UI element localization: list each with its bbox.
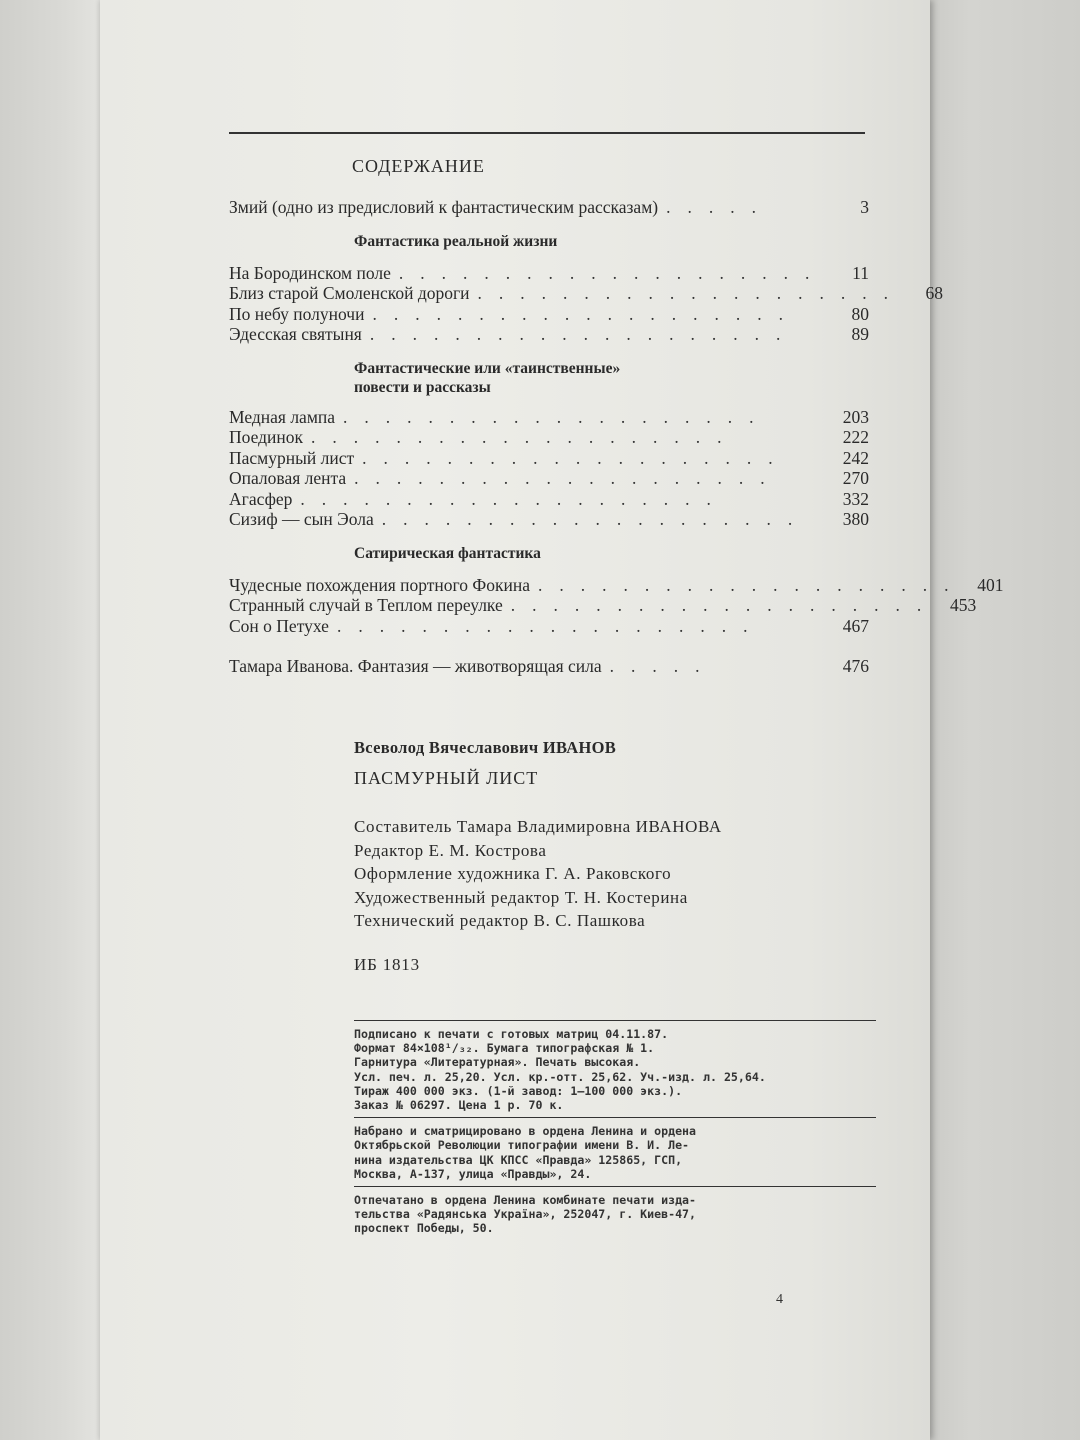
credit-line-design: Оформление художника Г. А. Раковского xyxy=(354,864,672,883)
imprint xyxy=(354,1020,876,1236)
toc-entry-page: 80 xyxy=(851,303,869,324)
credit-line-tech-editor: Технический редактор В. С. Пашкова xyxy=(354,911,646,930)
imprint-line: Отпечатано в ордена Ленина комбинате печати изда- xyxy=(354,1193,697,1208)
leader-dots: .................... xyxy=(510,595,939,615)
toc-entry-page: 203 xyxy=(842,406,869,427)
toc-entry-title: На Бородинском поле xyxy=(229,262,391,283)
toc-entry xyxy=(229,324,869,345)
toc-entry-title: Опаловая лента xyxy=(229,468,347,488)
leader-dots: .................... xyxy=(372,303,800,324)
leader-dots: .................... xyxy=(354,468,782,488)
toc-entry-preface xyxy=(229,197,869,218)
toc-entry-page: 222 xyxy=(842,427,869,447)
toc-entry-title: Близ старой Смоленской дороги xyxy=(229,283,470,303)
section-title-line-1: Фантастические или «таинственные» xyxy=(354,359,621,377)
imprint-line: нина издательства ЦК КПСС «Правда» 125865, ГСП, xyxy=(354,1152,683,1167)
toc-entry xyxy=(229,574,1004,596)
toc-section xyxy=(229,232,869,251)
toc-entry-page: 380 xyxy=(842,509,869,529)
book-credits xyxy=(354,738,874,975)
toc-entry-list xyxy=(229,262,944,345)
section-title-line-2: повести и рассказы xyxy=(354,378,491,396)
leader-dots: .................... xyxy=(538,574,966,595)
credit-line-art-editor: Художественный редактор Т. Н. Костерина xyxy=(354,887,688,907)
toc-entry xyxy=(229,263,869,284)
toc-entry xyxy=(229,407,869,428)
imprint-line: Тираж 400 000 экз. (1-й завод: 1—100 000 экз.). xyxy=(354,1083,683,1098)
toc-entry-page: 68 xyxy=(925,283,944,303)
toc-entry-title: Поединок xyxy=(229,427,304,447)
imprint-line: тельства «Радянська Україна», 252047, г. Киев-47, xyxy=(354,1207,697,1222)
toc-section xyxy=(229,359,869,397)
credit-line-editor: Редактор Е. М. Кострова xyxy=(354,840,547,860)
imprint-line: Москва, А-137, улица «Правды», 24. xyxy=(354,1166,592,1181)
imprint-line: проспект Победы, 50. xyxy=(354,1221,494,1236)
leader-dots: .................... xyxy=(381,509,810,529)
leader-dots: .................... xyxy=(300,488,728,509)
toc-entry-page: 242 xyxy=(842,447,869,468)
imprint-line: Заказ № 06297. Цена 1 р. 70 к. xyxy=(354,1098,564,1113)
toc-entry-list xyxy=(229,574,1004,637)
toc-entry-page: 89 xyxy=(851,324,869,344)
credit-line-compiler: Составитель Тамара Владимировна ИВАНОВА xyxy=(354,817,722,836)
toc-entry xyxy=(229,595,977,616)
credits-list xyxy=(354,815,874,933)
toc-entry-title: Сон о Петухе xyxy=(229,615,329,636)
section-title: Сатирическая фантастика xyxy=(354,544,541,562)
imprint-line: Октябрьской Революции типографии имени В. И. Ле- xyxy=(354,1138,690,1153)
toc-entry-page: 476 xyxy=(842,656,869,676)
toc-section xyxy=(229,544,869,563)
toc-entry-list xyxy=(229,407,869,530)
toc-entry-title: Тамара Иванова. Фантазия — животворящая сила xyxy=(229,656,602,676)
toc-top-rule xyxy=(229,132,865,134)
toc-entry-page: 3 xyxy=(860,197,869,217)
facing-page xyxy=(910,0,1080,1440)
leader-dots: ..... xyxy=(609,656,717,676)
toc-entry-afterword xyxy=(229,656,869,677)
toc-entry xyxy=(229,468,869,489)
leader-dots: ..... xyxy=(666,197,773,217)
toc-entry-title: Эдесская святыня xyxy=(229,324,362,344)
toc-entry-page: 11 xyxy=(852,262,869,283)
section-title: Фантастика реальной жизни xyxy=(354,232,558,250)
imprint-line: Подписано к печати с готовых матриц 04.11.87. xyxy=(354,1027,669,1041)
leader-dots: .................... xyxy=(477,283,906,303)
toc-entry-title: Змий (одно из предисловий к фантастическим рассказам) xyxy=(229,197,659,217)
leader-dots: .................... xyxy=(311,427,739,447)
imprint-block-printing xyxy=(354,1020,876,1112)
toc-entry-title: Сизиф — сын Эола xyxy=(229,509,374,529)
toc-entry-title: Странный случай в Теплом переулке xyxy=(229,595,503,615)
imprint-line: Набрано и сматрицировано в ордена Ленина и ордена xyxy=(354,1124,697,1139)
toc-entry xyxy=(229,427,869,448)
leader-dots: .................... xyxy=(362,447,790,468)
imprint-block-typesetting xyxy=(354,1117,876,1181)
toc-entry-title: Чудесные похождения портного Фокина xyxy=(229,574,530,595)
toc-entry-title: Медная лампа xyxy=(229,406,336,427)
leader-dots: .................... xyxy=(336,615,765,636)
toc-entry xyxy=(229,283,944,304)
leader-dots: .................... xyxy=(369,324,798,344)
toc-entry xyxy=(229,448,869,469)
ib-number: ИБ 1813 xyxy=(354,954,420,974)
imprint-line: Формат 84×108¹/₃₂. Бумага типографская № 1. xyxy=(354,1041,655,1056)
toc-entry-page: 401 xyxy=(977,574,1004,595)
toc-entry-page: 467 xyxy=(842,615,869,636)
leader-dots: .................... xyxy=(343,406,771,427)
toc-entry xyxy=(229,509,869,530)
toc-entry-page: 332 xyxy=(842,488,869,509)
leader-dots: .................... xyxy=(398,262,827,283)
author-name: Всеволод Вячеславович ИВАНОВ xyxy=(354,738,617,757)
book-title: ПАСМУРНЫЙ ЛИСТ xyxy=(354,768,539,788)
toc-entry xyxy=(229,304,869,325)
toc-entry xyxy=(229,489,869,510)
imprint-line: Усл. печ. л. 25,20. Усл. кр.-отт. 25,62. Уч.-изд. л. 25,64. xyxy=(354,1069,766,1084)
toc-entry-title: По небу полуночи xyxy=(229,303,365,324)
table-of-contents xyxy=(229,132,1004,677)
toc-entry-page: 453 xyxy=(950,595,977,615)
imprint-line: Гарнитура «Литературная». Печать высокая. xyxy=(354,1055,641,1070)
toc-entry xyxy=(229,616,869,637)
page-number: 4 xyxy=(776,1292,783,1307)
toc-entry-page: 270 xyxy=(842,468,869,488)
toc-heading: СОДЕРЖАНИЕ xyxy=(352,156,485,176)
toc-entry-title: Агасфер xyxy=(229,488,293,509)
imprint-block-printed-at xyxy=(354,1186,876,1236)
toc-entry-title: Пасмурный лист xyxy=(229,447,355,468)
